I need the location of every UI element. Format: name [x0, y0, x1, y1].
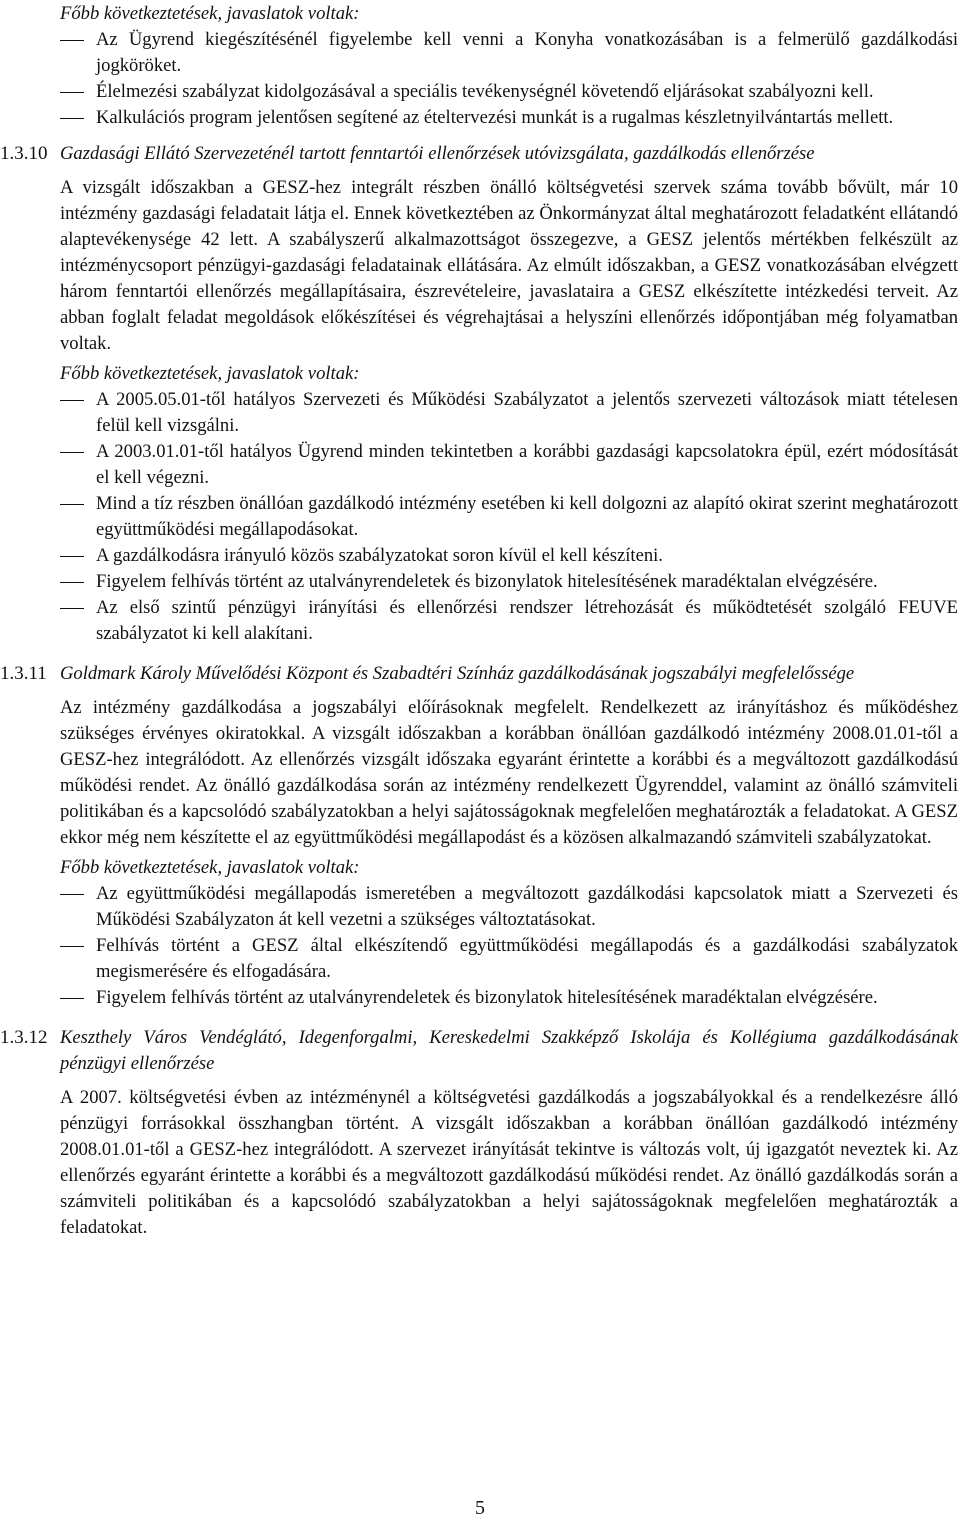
dash-bullet-icon: [60, 400, 84, 401]
dash-bullet-icon: [60, 40, 84, 41]
dash-bullet-icon: [60, 118, 84, 119]
section-number: 1.3.10: [0, 143, 48, 164]
list-item: Az első szintű pénzügyi irányítási és ellenőrzési rendszer létrehozását és működtetését szolgáló FEUVE szabályzatot ki kell alakítani.: [60, 595, 958, 647]
conclusions-label: Főbb következtetések, javaslatok voltak:: [60, 3, 360, 24]
section-title: Keszthely Város Vendéglátó, Idegenforgalmi, Kereskedelmi Szakképző Iskolája és Kollégiuma gazdálkodásának pénzügyi ellenőrzése: [60, 1027, 958, 1074]
list-item: Figyelem felhívás történt az utalványrendeletek és bizonylatok hitelesítésének maradéktalan elvégzésére.: [60, 569, 958, 595]
conclusions-list: [60, 387, 958, 647]
section-title: Gazdasági Ellátó Szervezeténél tartott fenntartói ellenőrzések utóvizsgálata, gazdálkodás ellenőrzése: [60, 143, 815, 164]
section-number: 1.3.12: [0, 1027, 48, 1048]
dash-bullet-icon: [60, 556, 84, 557]
list-item: Mind a tíz részben önállóan gazdálkodó intézmény esetében ki kell dolgozni az alapító okirat szerint meghatározott együttműködési megállapodásokat.: [60, 491, 958, 543]
conclusions-list: [60, 27, 958, 131]
section-title: Goldmark Károly Művelődési Központ és Szabadtéri Színház gazdálkodásának jogszabályi megfelelőssége: [60, 663, 855, 684]
dash-bullet-icon: [60, 998, 84, 999]
section-1-3-11: [0, 661, 958, 687]
section-body: Az intézmény gazdálkodása a jogszabályi előírásoknak megfelelt. Rendelkezett az irányításhoz és működéshez szükséges érvényes okiratokkal. A vizsgált időszakban a korábban önállóan gazdálkodó intézmény 2008.01.01-től a GESZ-hez integrálódott. Az ellenőrzés vizsgált időszaka egyaránt érintette a korábbi és a megváltozott gazdálkodású működési rendet. Az önálló gazdálkodása során az intézmény rendelkezett Ügyrenddel, valamint az önálló számviteli politikában és a kapcsolódó szabályzatokban a helyi sajátosságoknak megfelelően meghatározták a feladatokat. A GESZ ekkor még nem készítette el az együttműködési megállapodást és a közösen alkalmazandó számviteli szabályzatokat.: [60, 697, 958, 848]
section-body: A 2007. költségvetési évben az intézménynél a költségvetési gazdálkodás a jogszabályokkal és a rendelkezésre álló pénzügyi forrásokkal összhangban történt. A vizsgált időszakban a korábban önállóan gazdálkodó intézmény 2008.01.01-től a GESZ-hez integrálódott. A szervezet irányítását tekintve is változás volt, új igazgatót neveztek ki. Az ellenőrzés egyaránt érintette a korábbi és a megváltozott gazdálkodású működési rendet. Az önálló gazdálkodás során a számviteli politikában és a kapcsolódó szabályzatokban a helyi sajátosságoknak megfelelően meghatározták a feladatokat.: [60, 1087, 958, 1238]
dash-bullet-icon: [60, 504, 84, 505]
list-item: A 2003.01.01-től hatályos Ügyrend minden tekintetben a korábbi gazdasági kapcsolatokra épül, ezért módosítását el kell végezni.: [60, 439, 958, 491]
list-item: Élelmezési szabályzat kidolgozásával a speciális tevékenységnél követendő eljárásokat szabályozni kell.: [60, 79, 958, 105]
dash-bullet-icon: [60, 608, 84, 609]
section-body: A vizsgált időszakban a GESZ-hez integrált részben önálló költségvetési szervek száma tovább bővült, már 10 intézmény gazdasági feladatait látja el. Ennek következtében az Önkormányzat által meghatározott feladatként ellátandó alaptevékenysége 42 lett. A szabályszerű alkalmazottságot összegezve, a GESZ jelentős mértékben felkészült az intézménycsoport pénzügyi-gazdasági feladatainak ellátására. Az elmúlt időszakban, a GESZ vonatkozásában elvégzett három fenntartói ellenőrzés megállapításaira, észrevételeire, javaslataira a GESZ elkészítette intézkedési terveit. Az abban foglalt feladat megoldások előkészítései és végrehajtásai a helyszíni ellenőrzés időpontjában még folyamatban voltak.: [60, 177, 958, 354]
dash-bullet-icon: [60, 92, 84, 93]
dash-bullet-icon: [60, 946, 84, 947]
list-item: Kalkulációs program jelentősen segítené az ételtervezési munkát is a rugalmas készletnyilvántartás mellett.: [60, 105, 958, 131]
list-item: Figyelem felhívás történt az utalványrendeletek és bizonylatok hitelesítésének maradéktalan elvégzésére.: [60, 985, 958, 1011]
list-item: Felhívás történt a GESZ által elkészítendő együttműködési megállapodás és a gazdálkodási szabályzatok megismerésére és elfogadására.: [60, 933, 958, 985]
section-1-3-12: [0, 1025, 958, 1077]
dash-bullet-icon: [60, 582, 84, 583]
page-number: 5: [475, 1497, 485, 1519]
section-number: 1.3.11: [0, 663, 47, 684]
list-item: A 2005.05.01-től hatályos Szervezeti és Működési Szabályzatot a jelentős szervezeti változások miatt tételesen felül kell vizsgálni.: [60, 387, 958, 439]
list-item: A gazdálkodásra irányuló közös szabályzatokat soron kívül el kell készíteni.: [60, 543, 958, 569]
page-content: [0, 1, 958, 1241]
conclusions-label: Főbb következtetések, javaslatok voltak:: [60, 857, 360, 878]
dash-bullet-icon: [60, 894, 84, 895]
list-item: Az együttműködési megállapodás ismeretében a megváltozott gazdálkodási kapcsolatok miatt a Szervezeti és Működési Szabályzaton át kell vezetni a szükséges változtatásokat.: [60, 881, 958, 933]
list-item: Az Ügyrend kiegészítésénél figyelembe kell venni a Konyha vonatkozásában is a felmerülő gazdálkodási jogköröket.: [60, 27, 958, 79]
dash-bullet-icon: [60, 452, 84, 453]
section-1-3-10: [0, 141, 958, 167]
conclusions-label: Főbb következtetések, javaslatok voltak:: [60, 363, 360, 384]
conclusions-list: [60, 881, 958, 1011]
